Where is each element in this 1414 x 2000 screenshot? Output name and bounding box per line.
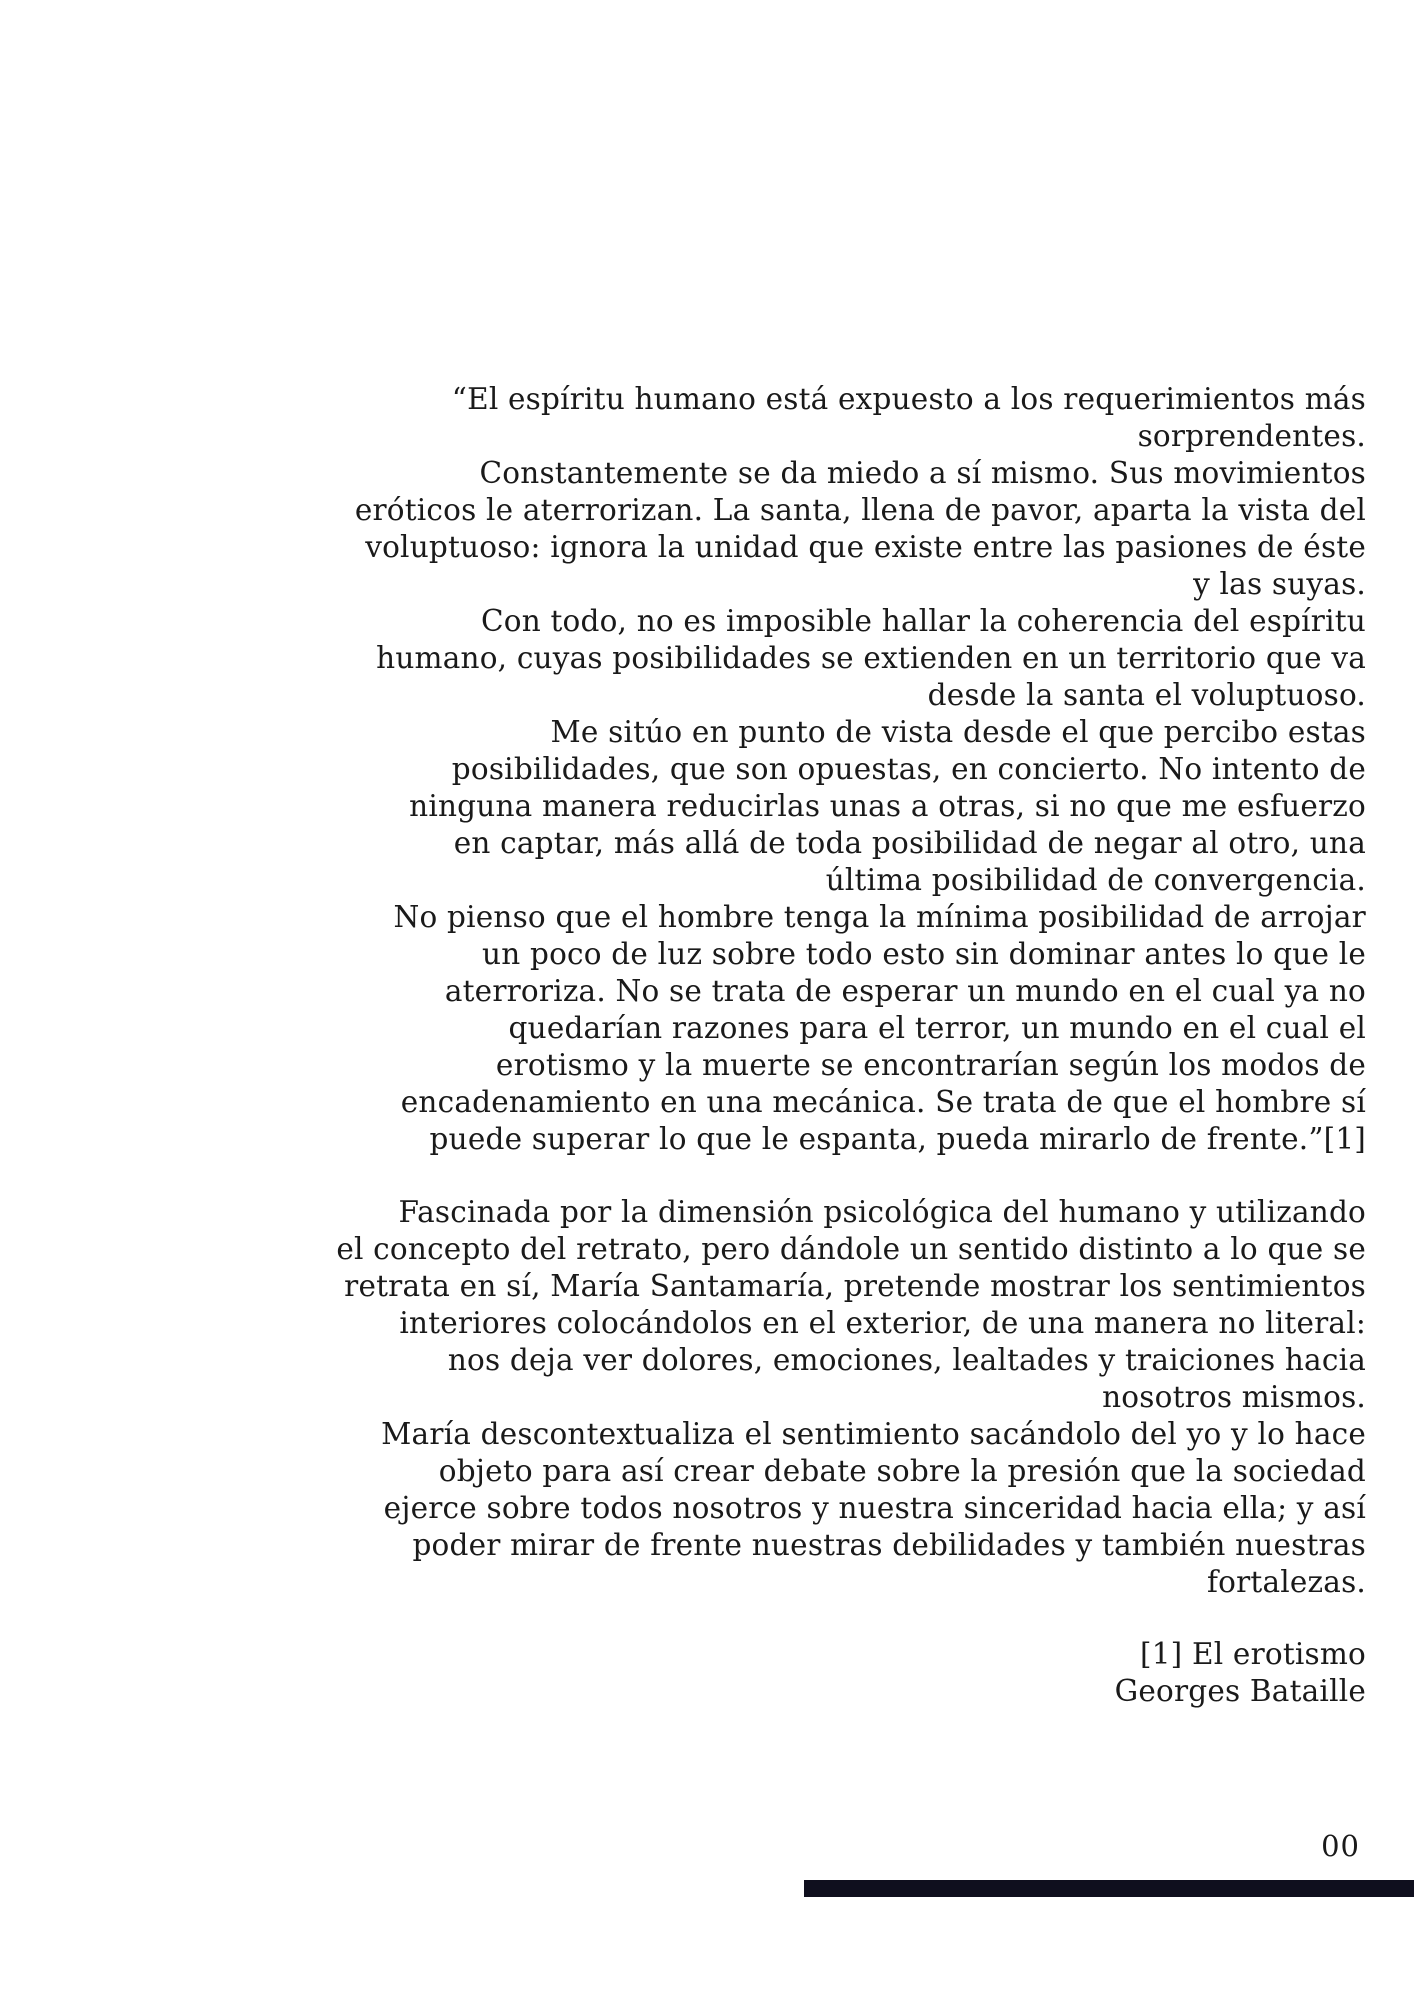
quote-line: erotismo y la muerte se encontrarían según los modos de <box>495 1048 1366 1082</box>
quote-line: “El espíritu humano está expuesto a los requerimientos más <box>451 382 1366 416</box>
body-line: María descontextualiza el sentimiento sacándolo del yo y lo hace <box>381 1417 1366 1451</box>
quote-line: posibilidades, que son opuestas, en concierto. No intento de <box>451 752 1366 786</box>
body-line: retrata en sí, María Santamaría, pretende mostrar los sentimientos <box>344 1269 1366 1303</box>
body-line: nosotros mismos. <box>1102 1380 1366 1414</box>
body-line: Fascinada por la dimensión psicológica del humano y utilizando <box>398 1195 1366 1229</box>
page-number: 00 <box>1321 1829 1360 1863</box>
quote-line: No pienso que el hombre tenga la mínima posibilidad de arrojar <box>393 900 1366 934</box>
body-line: poder mirar de frente nuestras debilidades y también nuestras <box>412 1528 1366 1562</box>
body-line: el concepto del retrato, pero dándole un sentido distinto a lo que se <box>336 1232 1366 1266</box>
quote-line: ninguna manera reducirlas unas a otras, si no que me esfuerzo <box>409 789 1366 823</box>
quote-line: voluptuoso: ignora la unidad que existe entre las pasiones de éste <box>365 530 1366 564</box>
quote-line: aterroriza. No se trata de esperar un mundo en el cual ya no <box>444 974 1366 1008</box>
quote-line: última posibilidad de convergencia. <box>825 863 1366 897</box>
reference-author: Georges Bataille <box>1114 1674 1366 1708</box>
body-line: objeto para así crear debate sobre la presión que la sociedad <box>438 1454 1366 1488</box>
quote-line: encadenamiento en una mecánica. Se trata de que el hombre sí <box>400 1085 1366 1119</box>
quote-line: un poco de luz sobre todo esto sin dominar antes lo que le <box>482 937 1366 971</box>
quote-line: desde la santa el voluptuoso. <box>927 678 1366 712</box>
body-line: nos deja ver dolores, emociones, lealtades y traiciones hacia <box>447 1343 1366 1377</box>
footnote-reference <box>150 1636 1366 1710</box>
quote-paragraph <box>150 381 1366 1158</box>
quote-line: Me sitúo en punto de vista desde el que percibo estas <box>550 715 1366 749</box>
body-paragraph <box>150 1194 1366 1601</box>
quote-line: Con todo, no es imposible hallar la coherencia del espíritu <box>480 604 1366 638</box>
quote-line: quedarían razones para el terror, un mundo en el cual el <box>508 1011 1366 1045</box>
quote-line: humano, cuyas posibilidades se extienden en un territorio que va <box>376 641 1366 675</box>
quote-line: sorprendentes. <box>1137 419 1366 453</box>
reference-title: [1] El erotismo <box>1140 1637 1366 1671</box>
quote-line: puede superar lo que le espanta, pueda mirarlo de frente.”[1] <box>429 1122 1366 1156</box>
footer-bar <box>804 1880 1414 1897</box>
quote-line: en captar, más allá de toda posibilidad de negar al otro, una <box>453 826 1366 860</box>
quote-line: Constantemente se da miedo a sí mismo. Sus movimientos <box>479 456 1366 490</box>
body-line: interiores colocándolos en el exterior, de una manera no literal: <box>399 1306 1366 1340</box>
body-line: fortalezas. <box>1207 1565 1366 1599</box>
body-line: ejerce sobre todos nosotros y nuestra sinceridad hacia ella; y así <box>383 1491 1366 1525</box>
quote-line: y las suyas. <box>1193 567 1366 601</box>
quote-line: eróticos le aterrorizan. La santa, llena de pavor, aparta la vista del <box>354 493 1366 527</box>
